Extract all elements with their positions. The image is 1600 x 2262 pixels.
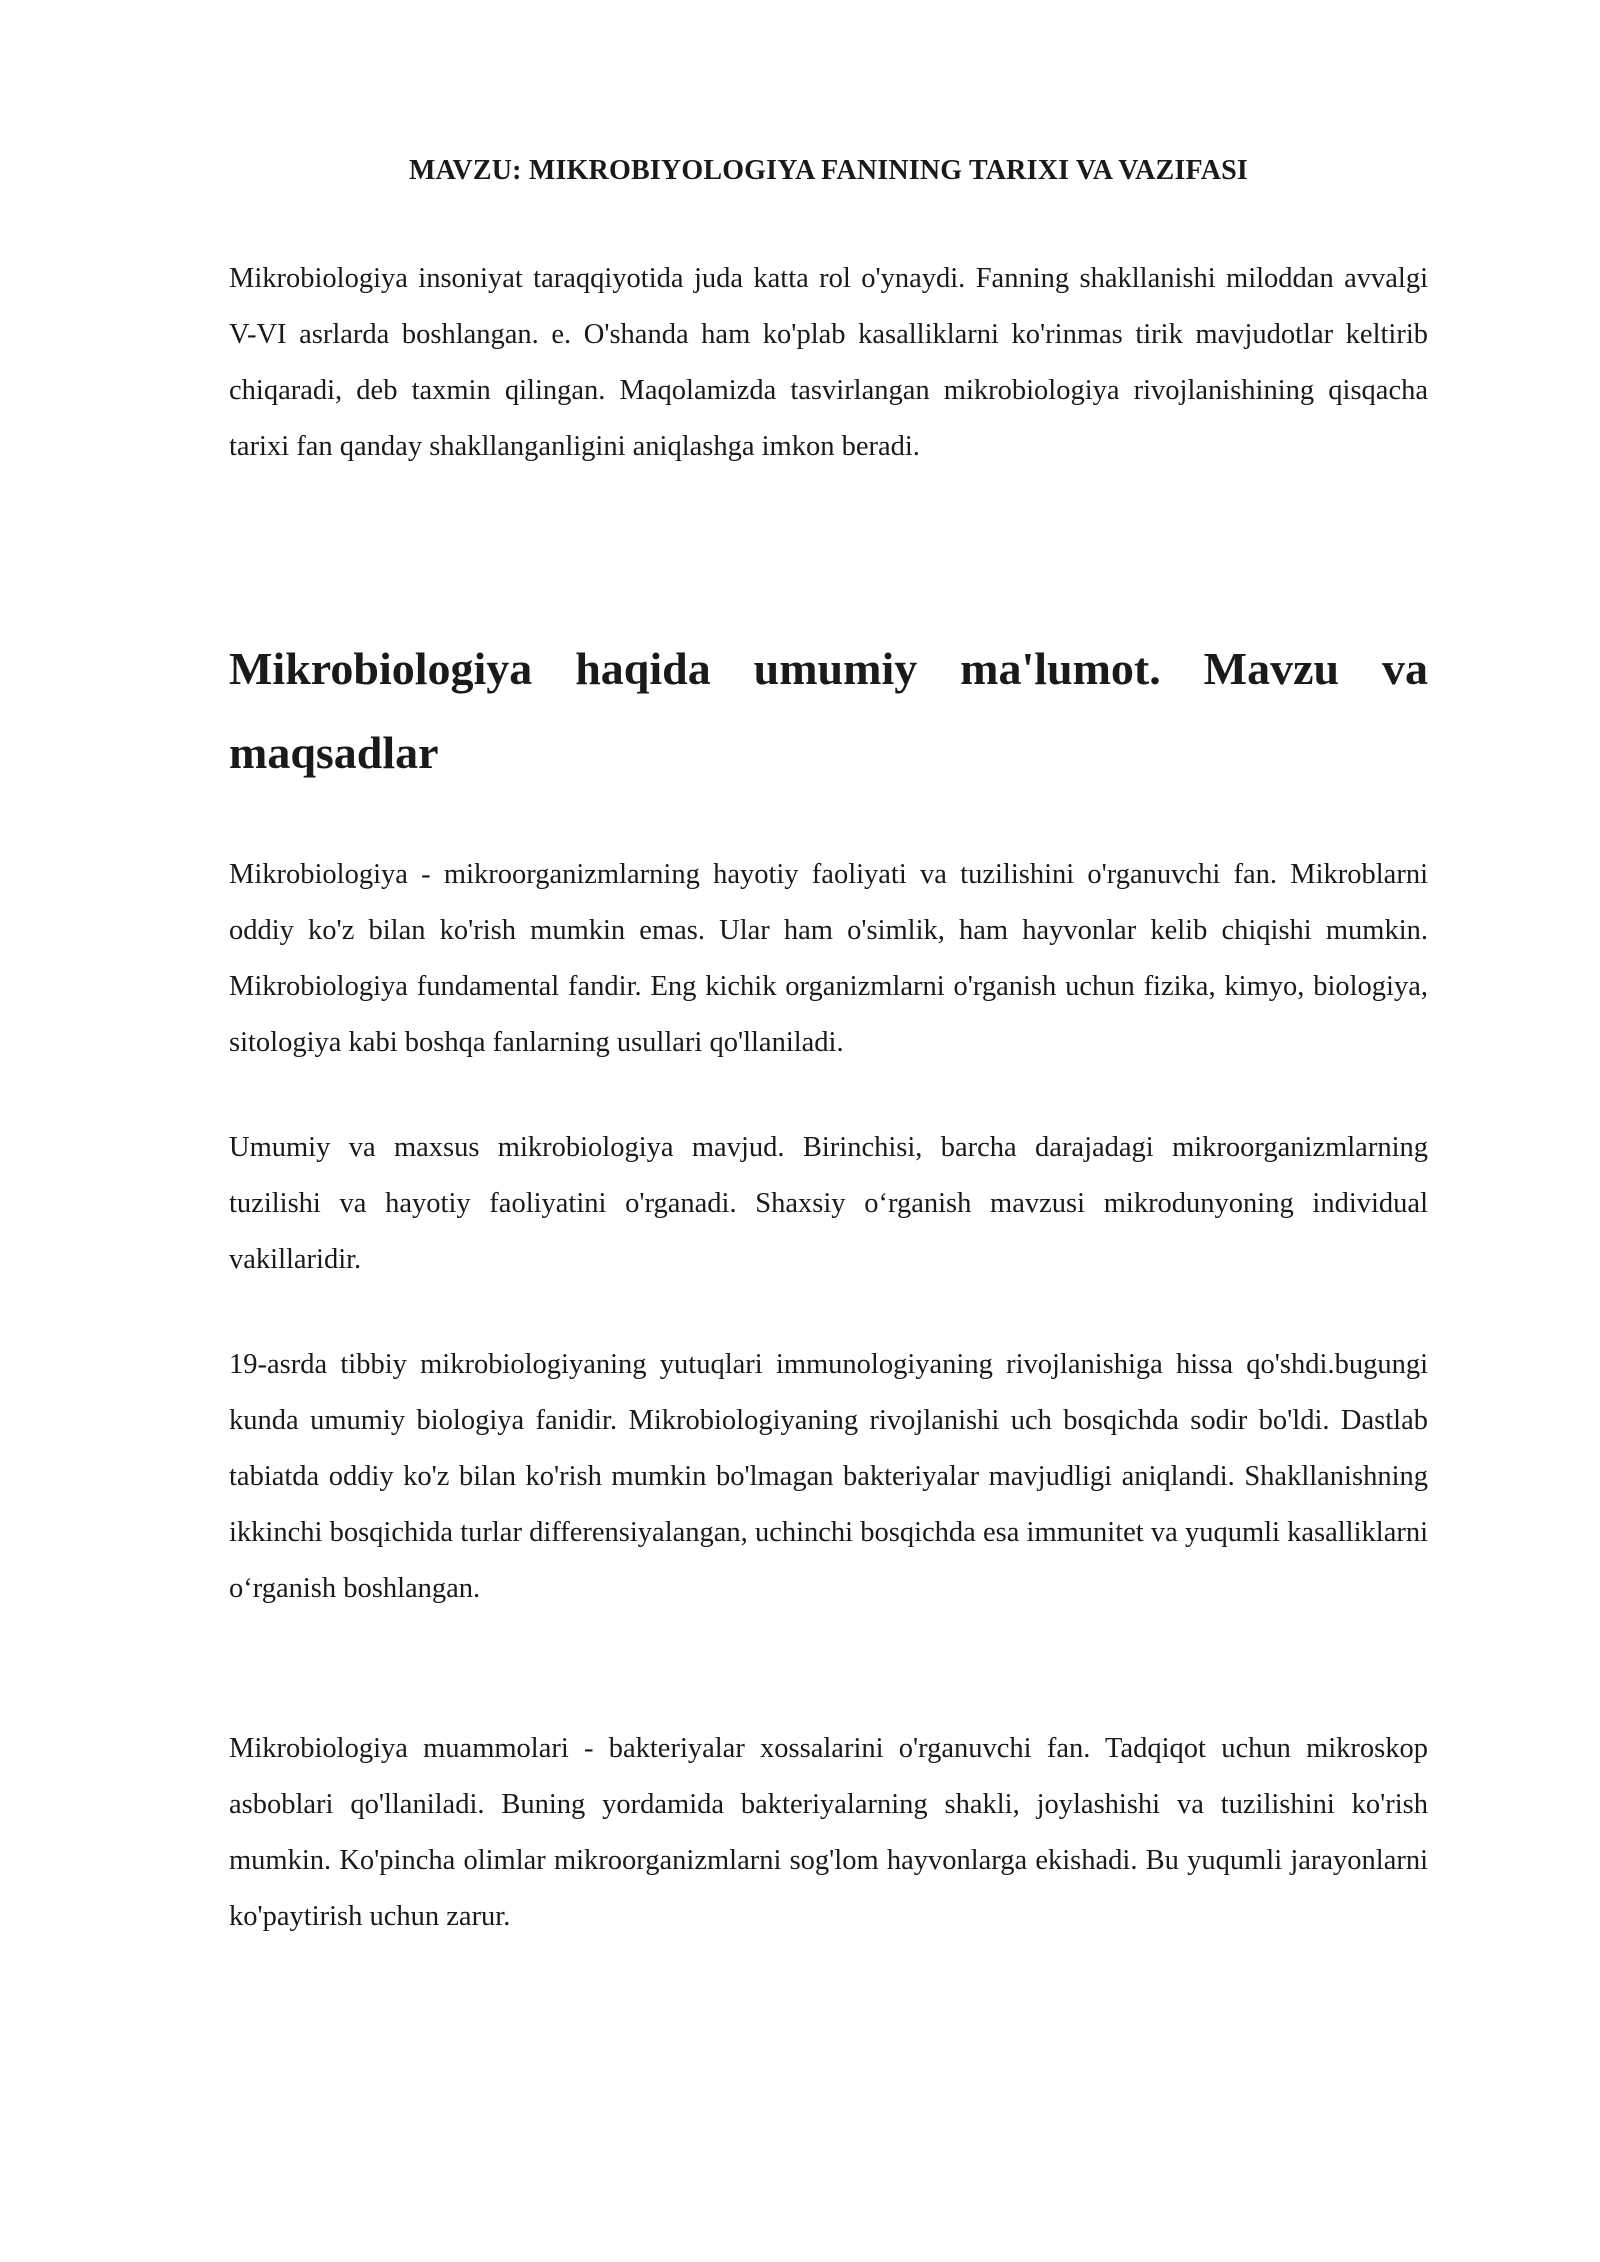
body-paragraph: Umumiy va maxsus mikrobiologiya mavjud. Birinchisi, barcha darajadagi mikroorganizmlarning tuzilishi va hayotiy faoliyatini o'rganadi. Shaxsiy o‘rganish mavzusi mikrodunyoning individual vakillaridir. [229, 1132, 1428, 1275]
body-paragraph: Mikrobiologiya muammolari - bakteriyalar xossalarini o'rganuvchi fan. Tadqiqot uchun mikroskop asboblari qo'llaniladi. Buning yordamida bakteriyalarning shakli, joylashishi va tuzilishini ko'rish mumkin. Ko'pincha olimlar mikroorganizmlarni sog'lom hayvonlarga ekishadi. Bu yuqumli jarayonlarni ko'paytirish uchun zarur. [229, 1733, 1428, 1932]
body-paragraph: 19-asrda tibbiy mikrobiologiyaning yutuqlari immunologiyaning rivojlanishiga hissa qo'shdi.bugungi kunda umumiy biologiya fanidir. Mikrobiologiyaning rivojlanishi uch bosqichda sodir bo'ldi. Dastlab tabiatda oddiy ko'z bilan ko'rish mumkin bo'lmagan bakteriyalar mavjudligi aniqlandi. Shakllanishning ikkinchi bosqichida turlar differensiyalangan, uchinchi bosqichda esa immunitet va yuqumli kasalliklarni o‘rganish boshlangan. [229, 1349, 1428, 1604]
section-heading: Mikrobiologiya haqida umumiy ma'lumot. Mavzu va maqsadlar [229, 643, 1428, 778]
intro-paragraph: Mikrobiologiya insoniyat taraqqiyotida juda katta rol o'ynaydi. Fanning shakllanishi miloddan avvalgi V-VI asrlarda boshlangan. e. O'shanda ham ko'plab kasalliklarni ko'rinmas tirik mavjudotlar keltirib chiqaradi, deb taxmin qilingan. Maqolamizda tasvirlangan mikrobiologiya rivojlanishining qisqacha tarixi fan qanday shakllanganligini aniqlashga imkon beradi. [229, 263, 1428, 462]
body-paragraph: Mikrobiologiya - mikroorganizmlarning hayotiy faoliyati va tuzilishini o'rganuvchi fan. Mikroblarni oddiy ko'z bilan ko'rish mumkin emas. Ular ham o'simlik, ham hayvonlar kelib chiqishi mumkin. Mikrobiologiya fundamental fandir. Eng kichik organizmlarni o'rganish uchun fizika, kimyo, biologiya, sitologiya kabi boshqa fanlarning usullari qo'llaniladi. [229, 859, 1428, 1058]
document-title: MAVZU: MIKROBIYOLOGIYA FANINING TARIXI VA VAZIFASI [408, 155, 1249, 186]
